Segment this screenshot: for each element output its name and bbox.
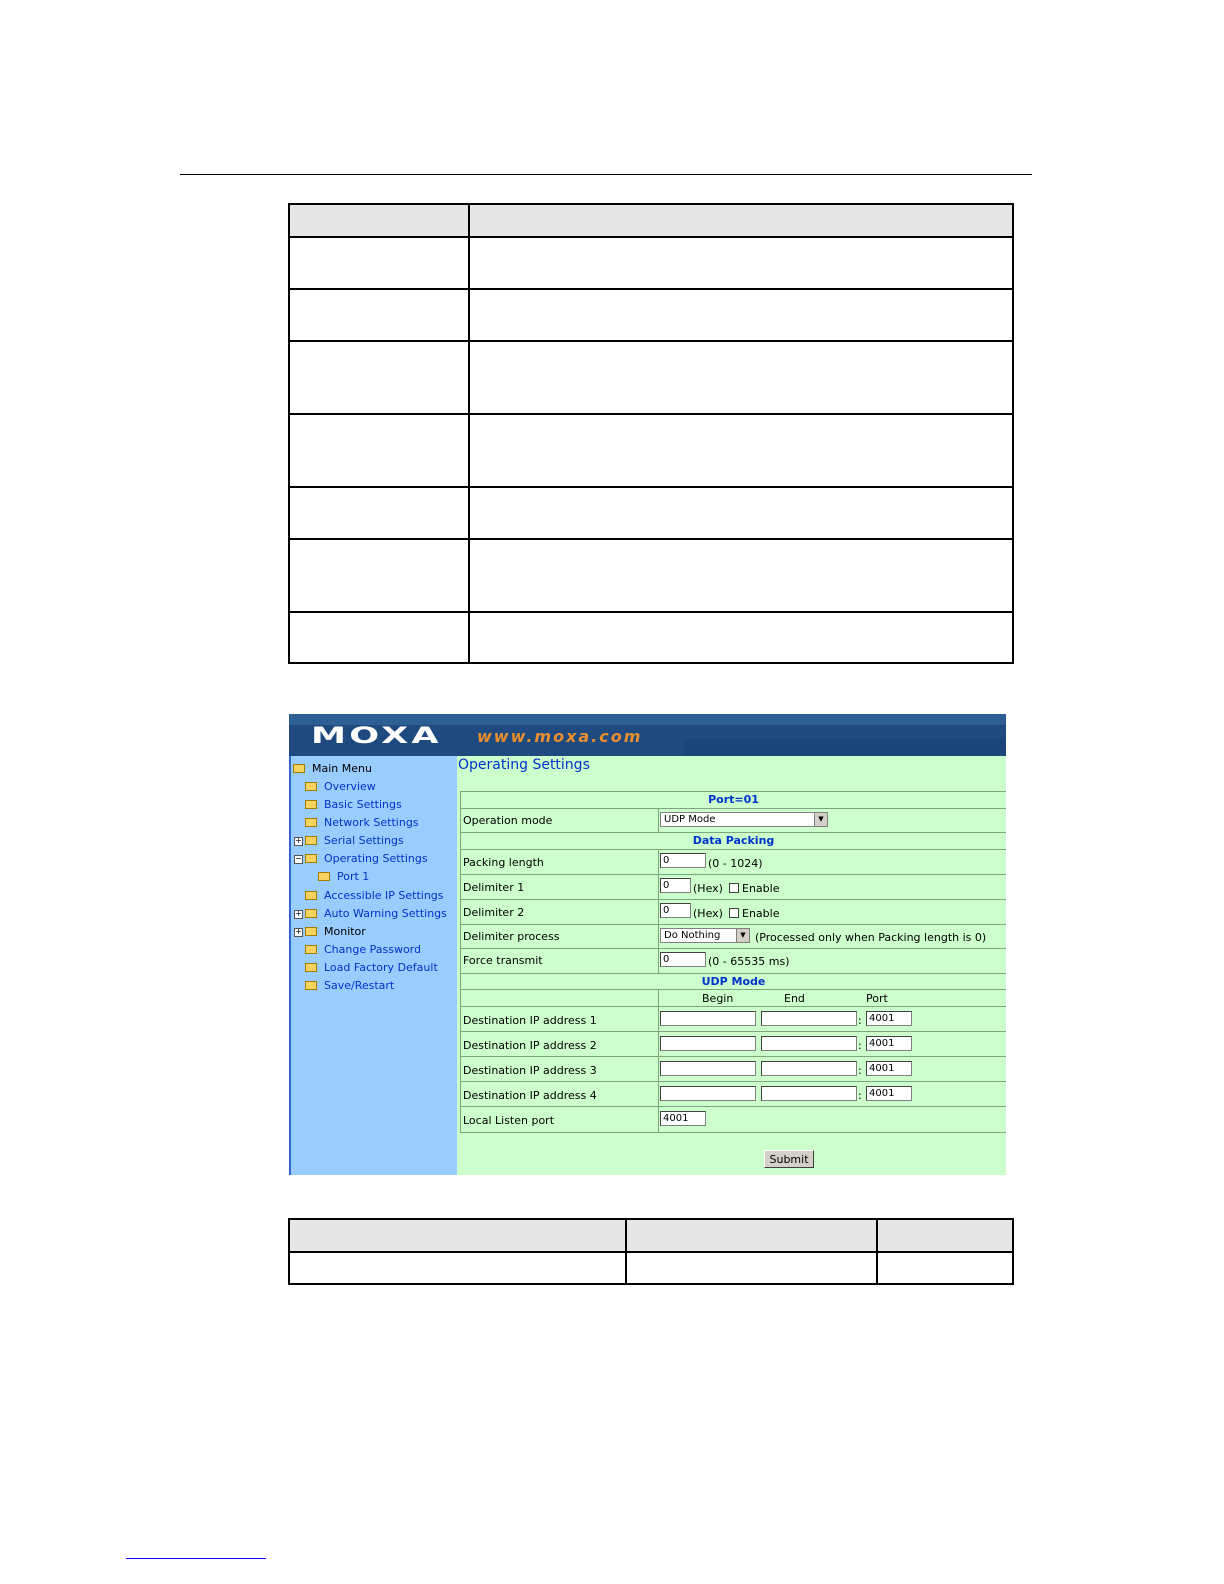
summary-table bbox=[288, 1218, 1014, 1285]
operation-mode-select[interactable]: UDP Mode ▼ bbox=[660, 812, 828, 827]
sidebar-item-monitor[interactable]: Monitor bbox=[305, 925, 366, 938]
header-rule bbox=[180, 174, 1032, 175]
destination-4-end-input[interactable] bbox=[761, 1086, 857, 1101]
delimiter2-input[interactable]: 0 bbox=[660, 903, 691, 918]
sidebar bbox=[289, 756, 457, 1175]
folder-icon bbox=[305, 891, 317, 900]
port-header: Port=01 bbox=[460, 791, 1006, 808]
destination-3-port-input[interactable]: 4001 bbox=[866, 1061, 912, 1076]
dropdown-arrow-icon: ▼ bbox=[814, 813, 827, 826]
form-bottom-rule bbox=[460, 1132, 1006, 1133]
banner bbox=[289, 714, 1006, 756]
destination-row-2: Destination IP address 2 bbox=[460, 1031, 1006, 1056]
packing-length-row: Packing length bbox=[460, 849, 1006, 874]
delimiter-process-row: Delimiter process bbox=[460, 924, 1006, 948]
colon-separator: : bbox=[858, 1039, 862, 1052]
folder-icon bbox=[305, 909, 317, 918]
banner-url: www.moxa.com bbox=[477, 727, 643, 746]
colon-separator: : bbox=[858, 1014, 862, 1027]
sidebar-item-basic-settings[interactable]: Basic Settings bbox=[305, 798, 402, 811]
destination-1-end-input[interactable] bbox=[761, 1011, 857, 1026]
sidebar-item-change-password[interactable]: Change Password bbox=[305, 943, 421, 956]
table-header-cell bbox=[469, 204, 1013, 237]
sidebar-item-load-factory-default[interactable]: Load Factory Default bbox=[305, 961, 438, 974]
description-table bbox=[288, 203, 1014, 664]
destination-1-port-input[interactable]: 4001 bbox=[866, 1011, 912, 1026]
page-title: Operating Settings bbox=[458, 757, 590, 773]
sidebar-item-save-restart[interactable]: Save/Restart bbox=[305, 979, 394, 992]
folder-icon bbox=[305, 836, 317, 845]
force-transmit-row: Force transmit bbox=[460, 948, 1006, 973]
column-port: Port bbox=[866, 992, 888, 1005]
dropdown-arrow-icon: ▼ bbox=[736, 929, 749, 942]
table-header-cell bbox=[626, 1219, 877, 1252]
delimiter1-input[interactable]: 0 bbox=[660, 878, 691, 893]
local-listen-port-input[interactable]: 4001 bbox=[660, 1111, 706, 1126]
column-end: End bbox=[784, 992, 805, 1005]
folder-icon bbox=[305, 963, 317, 972]
column-begin: Begin bbox=[702, 992, 734, 1005]
checkbox[interactable] bbox=[729, 883, 739, 893]
destination-row-3: Destination IP address 3 bbox=[460, 1056, 1006, 1081]
table-row bbox=[289, 612, 1013, 663]
folder-icon bbox=[305, 800, 317, 809]
destination-row-1: Destination IP address 1 bbox=[460, 1006, 1006, 1031]
folder-icon bbox=[305, 927, 317, 936]
destination-3-end-input[interactable] bbox=[761, 1061, 857, 1076]
moxa-logo: MOXA bbox=[311, 724, 442, 749]
local-listen-row: Local Listen port bbox=[460, 1106, 1006, 1132]
udp-mode-header: UDP Mode bbox=[460, 973, 1006, 989]
packing-length-range: (0 - 1024) bbox=[708, 857, 763, 870]
submit-button[interactable]: Submit bbox=[764, 1150, 814, 1168]
destination-3-begin-input[interactable] bbox=[660, 1061, 756, 1076]
sidebar-item-accessible-ip[interactable]: Accessible IP Settings bbox=[305, 889, 444, 902]
delimiter1-hex-label: (Hex) bbox=[693, 882, 723, 895]
delimiter1-row: Delimiter 1 bbox=[460, 874, 1006, 899]
sidebar-item-auto-warning[interactable]: Auto Warning Settings bbox=[305, 907, 447, 920]
expand-plus-icon[interactable]: + bbox=[295, 909, 302, 918]
colon-separator: : bbox=[858, 1064, 862, 1077]
table-row bbox=[289, 1252, 1013, 1284]
folder-open-icon bbox=[293, 764, 305, 773]
main-panel bbox=[457, 756, 1006, 1175]
sidebar-item-network-settings[interactable]: Network Settings bbox=[305, 816, 419, 829]
checkbox[interactable] bbox=[729, 908, 739, 918]
force-transmit-input[interactable]: 0 bbox=[660, 952, 706, 967]
folder-icon bbox=[305, 945, 317, 954]
destination-4-begin-input[interactable] bbox=[660, 1086, 756, 1101]
folder-icon bbox=[305, 818, 317, 827]
expand-plus-icon[interactable]: + bbox=[295, 927, 302, 936]
sidebar-item-port-1[interactable]: Port 1 bbox=[318, 870, 369, 883]
operation-mode-row: Operation mode bbox=[460, 808, 1006, 832]
delimiter2-row: Delimiter 2 bbox=[460, 899, 1006, 924]
table-header-cell bbox=[289, 1219, 626, 1252]
folder-icon bbox=[305, 981, 317, 990]
force-transmit-range: (0 - 65535 ms) bbox=[708, 955, 790, 968]
web-console-screenshot bbox=[289, 714, 1006, 1175]
sidebar-item-serial-settings[interactable]: Serial Settings bbox=[305, 834, 404, 847]
table-row bbox=[289, 237, 1013, 289]
colon-separator: : bbox=[858, 1089, 862, 1102]
destination-1-begin-input[interactable] bbox=[660, 1011, 756, 1026]
folder-open-icon bbox=[305, 854, 317, 863]
delimiter2-hex-label: (Hex) bbox=[693, 907, 723, 920]
table-row bbox=[289, 487, 1013, 539]
destination-2-begin-input[interactable] bbox=[660, 1036, 756, 1051]
table-row bbox=[289, 414, 1013, 487]
table-row bbox=[289, 289, 1013, 341]
data-packing-header: Data Packing bbox=[460, 832, 1006, 849]
delimiter2-enable[interactable]: Enable bbox=[729, 907, 779, 920]
table-header-cell bbox=[877, 1219, 1013, 1252]
destination-2-port-input[interactable]: 4001 bbox=[866, 1036, 912, 1051]
delimiter1-enable[interactable]: Enable bbox=[729, 882, 779, 895]
delimiter-process-note: (Processed only when Packing length is 0) bbox=[755, 931, 987, 944]
collapse-minus-icon[interactable]: − bbox=[295, 854, 302, 863]
table-row bbox=[289, 341, 1013, 414]
destination-row-4: Destination IP address 4 bbox=[460, 1081, 1006, 1106]
table-row bbox=[289, 539, 1013, 612]
expand-plus-icon[interactable]: + bbox=[295, 836, 302, 845]
footer-link-underline bbox=[126, 1558, 266, 1559]
delimiter-process-select[interactable]: Do Nothing ▼ bbox=[660, 928, 750, 943]
sidebar-item-operating-settings[interactable]: Operating Settings bbox=[305, 852, 428, 865]
folder-icon bbox=[318, 872, 330, 881]
folder-icon bbox=[305, 782, 317, 791]
sidebar-item-overview[interactable]: Overview bbox=[305, 780, 376, 793]
table-header-cell bbox=[289, 204, 469, 237]
sidebar-root[interactable]: Main Menu bbox=[293, 762, 372, 775]
destination-4-port-input[interactable]: 4001 bbox=[866, 1086, 912, 1101]
packing-length-input[interactable]: 0 bbox=[660, 853, 706, 868]
destination-2-end-input[interactable] bbox=[761, 1036, 857, 1051]
